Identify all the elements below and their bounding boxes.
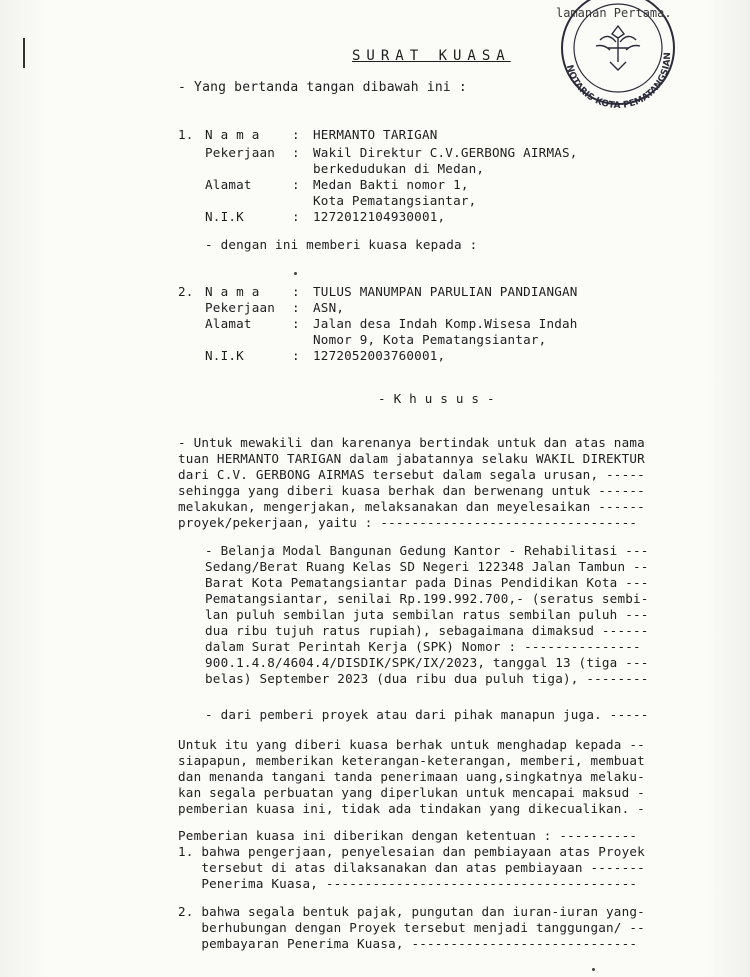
para4-line: dan menanda tangani tanda penerimaan uang,singkatnya melaku-	[178, 769, 645, 784]
condition1-line: Penerima Kuasa, ----------------------------------------	[178, 876, 638, 891]
document-title: SURAT KUASA	[352, 48, 511, 64]
party1-job-label: Pekerjaan	[205, 145, 276, 160]
para4-line: pemberian kuasa ini, tidak ada tindakan yang dikecualikan. -	[178, 801, 645, 816]
para2-line: Pematangsiantar, senilai Rp.199.992.700,- (seratus sembi-	[205, 591, 649, 606]
para1-line: - Untuk mewakili dan karenanya bertindak untuk dan atas nama	[178, 435, 645, 450]
condition1-line: 1. bahwa pengerjaan, penyelesaian dan pembiayaan atas Proyek	[178, 844, 645, 859]
party2-nik-value: 1272052003760001,	[313, 348, 446, 363]
party1-address-label: Alamat	[205, 177, 252, 192]
para4-line: kan segala perbuatan yang diperlukan untuk mencapai maksud -	[178, 785, 645, 800]
party1-name-label: N a m a	[205, 127, 260, 142]
para1-line: proyek/pekerjaan, yaitu : ---------------------------------	[178, 515, 638, 530]
give-power-line: - dengan ini memberi kuasa kepada :	[205, 237, 478, 252]
para1-line: sehingga yang diberi kuasa berhak dan berwenang untuk ------	[178, 483, 645, 498]
party2-job-label: Pekerjaan	[205, 300, 276, 315]
para2-line: - Belanja Modal Bangunan Gedung Kantor - Rehabilitasi ---	[205, 543, 649, 558]
party2-colon: :	[292, 348, 300, 363]
para3-line: - dari pemberi proyek atau dari pihak manapun juga. -----	[205, 707, 649, 722]
party1-colon: :	[292, 209, 300, 224]
para1-line: dari C.V. GERBONG AIRMAS tersebut dalam segala urusan, -----	[178, 467, 645, 482]
condition1-line: tersebut di atas dilaksanakan dan atas pembiayaan -------	[178, 860, 645, 875]
speck	[592, 968, 595, 971]
condition2-line: 2. bahwa segala bentuk pajak, pungutan dan iuran-iuran yang-	[178, 904, 645, 919]
party2-nik-label: N.I.K	[205, 348, 244, 363]
margin-mark	[23, 38, 25, 68]
conditions-intro: Pemberian kuasa ini diberikan dengan ketentuan : ----------	[178, 828, 638, 843]
party1-job-value-cont: berkedudukan di Medan,	[313, 161, 485, 176]
speck	[294, 272, 297, 275]
condition2-line: berhubungan dengan Proyek tersebut menjadi tanggungan/ --	[178, 920, 645, 935]
party2-colon: :	[292, 316, 300, 331]
party2-colon: :	[292, 300, 300, 315]
party1-number: 1.	[178, 127, 194, 142]
stamp-bottom-text: NOTARIS KOTA PEMATANGSIAN	[563, 52, 674, 108]
party2-name-value: TULUS MANUMPAN PARULIAN PANDIANGAN	[313, 284, 578, 299]
party1-colon: :	[292, 177, 300, 192]
para2-line: Barat Kota Pematangsiantar pada Dinas Pendidikan Kota ---	[205, 575, 649, 590]
party2-colon: :	[292, 284, 300, 299]
para4-line: Untuk itu yang diberi kuasa berhak untuk menghadap kepada --	[178, 737, 645, 752]
party2-address-value: Jalan desa Indah Komp.Wisesa Indah	[313, 316, 578, 331]
para1-line: tuan HERMANTO TARIGAN dalam jabatannya selaku WAKIL DIREKTUR	[178, 451, 645, 466]
party1-nik-value: 1272012104930001,	[313, 209, 446, 224]
party1-colon: :	[292, 145, 300, 160]
party2-name-label: N a m a	[205, 284, 260, 299]
para2-line: dalam Surat Perintah Kerja (SPK) Nomor : ---------------	[205, 639, 641, 654]
party1-name-value: HERMANTO TARIGAN	[313, 127, 438, 142]
party1-nik-label: N.I.K	[205, 209, 244, 224]
condition2-line: pembayaran Penerima Kuasa, -----------------------------	[178, 936, 638, 951]
para2-line: lan puluh sembilan juta sembilan ratus sembilan puluh ---	[205, 607, 649, 622]
party1-colon: :	[292, 127, 300, 142]
party2-number: 2.	[178, 284, 194, 299]
para1-line: melakukan, mengerjakan, melaksanakan dan meyelesaikan ------	[178, 499, 645, 514]
khusus-heading: - K h u s u s -	[378, 391, 495, 406]
para2-line: Sedang/Berat Ruang Kelas SD Negeri 122348 Jalan Tambun --	[205, 559, 649, 574]
party2-address-value-cont: Nomor 9, Kota Pematangsiantar,	[313, 332, 547, 347]
para2-line: dua ribu tujuh ratus rupiah), sebagaimana dimaksud ------	[205, 623, 649, 638]
para2-line: belas) September 2023 (dua ribu dua puluh tiga), --------	[205, 671, 649, 686]
para4-line: siapapun, memberikan keterangan-keterangan, memberi, membuat	[178, 753, 645, 768]
para2-line: 900.1.4.8/4604.4/DISDIK/SPK/IX/2023, tanggal 13 (tiga ---	[205, 655, 649, 670]
party2-address-label: Alamat	[205, 316, 252, 331]
corner-handwritten-text: lamanan Pertama.	[556, 6, 672, 20]
intro-line: - Yang bertanda tangan dibawah ini :	[178, 80, 467, 95]
party2-job-value: ASN,	[313, 300, 345, 315]
party1-job-value: Wakil Direktur C.V.GERBONG AIRMAS,	[313, 145, 578, 160]
party1-address-value: Medan Bakti nomor 1,	[313, 177, 469, 192]
party1-address-value-cont: Kota Pematangsiantar,	[313, 193, 477, 208]
